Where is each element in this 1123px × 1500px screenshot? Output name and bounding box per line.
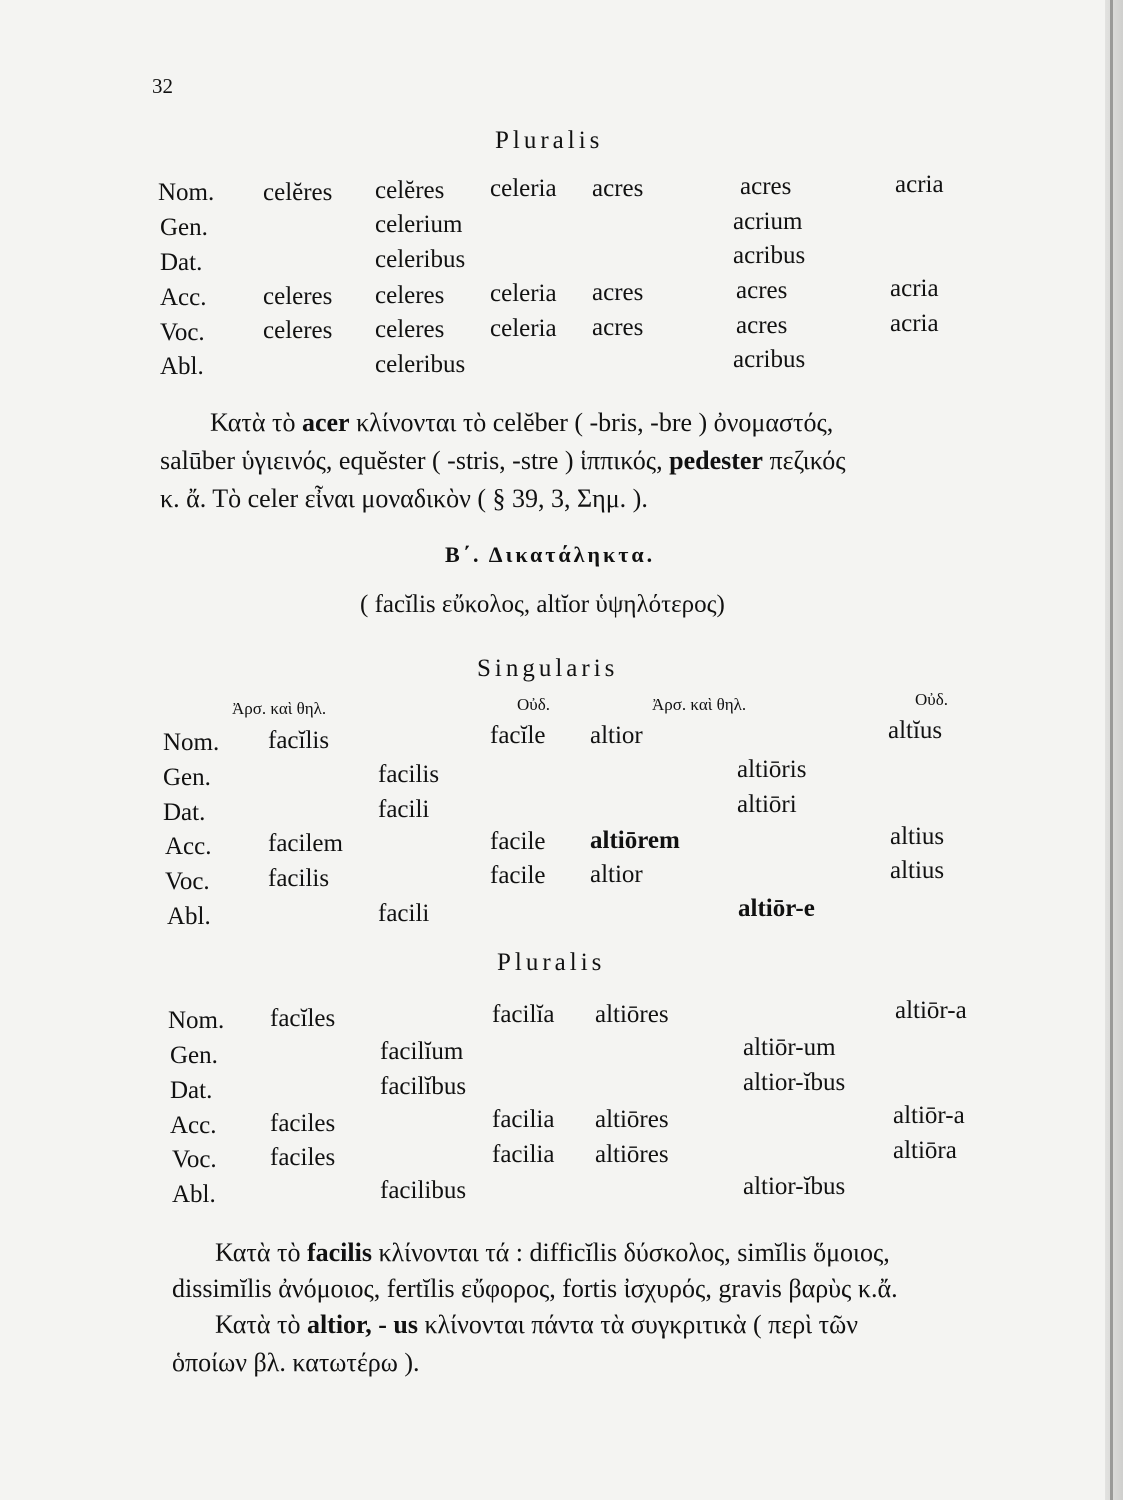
case-label: Dat. — [160, 249, 203, 276]
case-label: Nom. — [158, 179, 215, 206]
page-edge-shadow — [1105, 0, 1123, 1500]
table-cell: celeres — [263, 283, 333, 310]
column-label: Ἀρσ. καὶ θηλ. — [652, 695, 747, 714]
page-edge-line — [1110, 0, 1113, 1500]
table-cell: facĭles — [270, 1005, 336, 1032]
table-cell: acrium — [733, 208, 803, 235]
table-cell: celeribus — [375, 351, 466, 378]
table-cell: acres — [592, 314, 644, 341]
table-cell: altiōres — [595, 1106, 669, 1133]
table-cell: facilia — [492, 1141, 555, 1168]
paragraph-line: ὁποίων βλ. κατωτέρω ). — [172, 1348, 420, 1377]
table-cell: facile — [490, 828, 546, 855]
table-cell: acres — [592, 175, 644, 202]
case-label: Nom. — [168, 1007, 225, 1034]
section-heading: Singularis — [477, 655, 619, 682]
table-cell: altĭus — [888, 717, 943, 744]
section-heading: Pluralis — [495, 127, 604, 154]
table-cell: celĕres — [375, 177, 445, 204]
case-label: Gen. — [160, 214, 208, 241]
table-cell: celerium — [375, 211, 463, 238]
table-cell: acres — [592, 279, 644, 306]
case-label: Voc. — [165, 868, 210, 895]
table-cell: facilis — [268, 865, 330, 892]
table-cell: celeres — [375, 282, 445, 309]
table-cell: facilĭum — [380, 1038, 464, 1065]
table-cell: faciles — [270, 1144, 336, 1171]
case-label: Abl. — [167, 903, 211, 930]
paragraph-line: salūber ὑγιεινός, equĕster ( -stris, -stre ) ἱππικός, pedester πεζικός — [160, 446, 846, 475]
table-cell: facilia — [492, 1106, 555, 1133]
table-cell: celĕres — [263, 179, 333, 206]
table-cell: acres — [736, 312, 788, 339]
table-cell: facile — [490, 862, 546, 889]
column-label: Ἀρσ. καὶ θηλ. — [232, 699, 327, 718]
case-label: Gen. — [170, 1042, 218, 1069]
table-cell: celeria — [490, 315, 557, 342]
table-cell: altior — [590, 861, 643, 888]
table-cell: altiōr-a — [893, 1102, 965, 1129]
table-cell: altiōris — [737, 756, 807, 783]
table-cell: celeribus — [375, 246, 466, 273]
table-cell: acria — [895, 171, 944, 198]
section-b-subtitle: ( facĭlis εὔκολος, altĭor ὑψηλότερος) — [360, 591, 725, 618]
table-cell: celeria — [490, 280, 557, 307]
table-cell: facilĭbus — [380, 1073, 467, 1100]
case-label: Dat. — [163, 799, 206, 826]
table-cell: altiōri — [737, 791, 797, 818]
paragraph-line: κ. ἄ. Τὸ celer εἶναι μοναδικὸν ( § 39, 3, Σημ. ). — [160, 484, 648, 513]
table-cell: facili — [378, 796, 430, 823]
section-heading: Pluralis — [497, 949, 606, 976]
table-cell: altiōrem — [590, 827, 680, 854]
case-label: Nom. — [163, 729, 220, 756]
paragraph-line: dissimĭlis ἀνόμοιος, fertĭlis εὔφορος, fortis ἰσχυρός, gravis βαρὺς κ.ἄ. — [172, 1274, 898, 1303]
table-cell: facili — [378, 900, 430, 927]
table-cell: faciles — [270, 1110, 336, 1137]
paragraph-line: Κατὰ τὸ altior, - us κλίνονται πάντα τὰ συγκριτικὰ ( περὶ τῶν — [215, 1310, 858, 1339]
table-cell: celeres — [375, 316, 445, 343]
table-cell: facilibus — [380, 1177, 467, 1204]
case-label: Abl. — [172, 1181, 216, 1208]
table-cell: acria — [890, 275, 939, 302]
table-cell: altiōr-e — [738, 895, 815, 922]
table-cell: altiōres — [595, 1001, 669, 1028]
table-cell: altius — [890, 857, 945, 884]
table-cell: facĭlis — [268, 727, 330, 754]
table-cell: altior — [590, 722, 643, 749]
table-cell: celeria — [490, 175, 557, 202]
case-label: Abl. — [160, 353, 204, 380]
table-cell: acria — [890, 310, 939, 337]
case-label: Acc. — [165, 833, 212, 860]
table-cell: facilĭa — [492, 1001, 555, 1028]
table-cell: facilis — [378, 761, 440, 788]
table-cell: celeres — [263, 317, 333, 344]
column-label: Οὐδ. — [915, 690, 948, 709]
case-label: Acc. — [160, 284, 207, 311]
section-b-heading: Β΄. Δικατάληκτα. — [445, 542, 656, 567]
paragraph-line: Κατὰ τὸ acer κλίνονται τὸ celĕber ( -bris, -bre ) ὀνομαστός, — [210, 408, 834, 437]
table-cell: altiōres — [595, 1141, 669, 1168]
table-cell: altiōra — [893, 1137, 957, 1164]
table-cell: facilem — [268, 830, 343, 857]
table-cell: acribus — [733, 346, 806, 373]
table-cell: altior-ĭbus — [743, 1069, 846, 1096]
case-label: Dat. — [170, 1077, 213, 1104]
case-label: Voc. — [172, 1146, 217, 1173]
case-label: Gen. — [163, 764, 211, 791]
case-label: Acc. — [170, 1112, 217, 1139]
table-cell: facĭle — [490, 722, 546, 749]
table-cell: altius — [890, 823, 945, 850]
column-label: Οὐδ. — [517, 695, 550, 714]
table-cell: acres — [740, 173, 792, 200]
table-cell: altior-ĭbus — [743, 1173, 846, 1200]
table-cell: acribus — [733, 242, 806, 269]
paragraph-line: Κατὰ τὸ facilis κλίνονται τά : difficĭlis δύσκολος, simĭlis ὅμοιος, — [215, 1238, 890, 1267]
table-cell: altiōr-a — [895, 997, 967, 1024]
page-number: 32 — [152, 74, 173, 98]
table-cell: altiōr-um — [743, 1034, 836, 1061]
case-label: Voc. — [160, 319, 205, 346]
table-cell: acres — [736, 277, 788, 304]
